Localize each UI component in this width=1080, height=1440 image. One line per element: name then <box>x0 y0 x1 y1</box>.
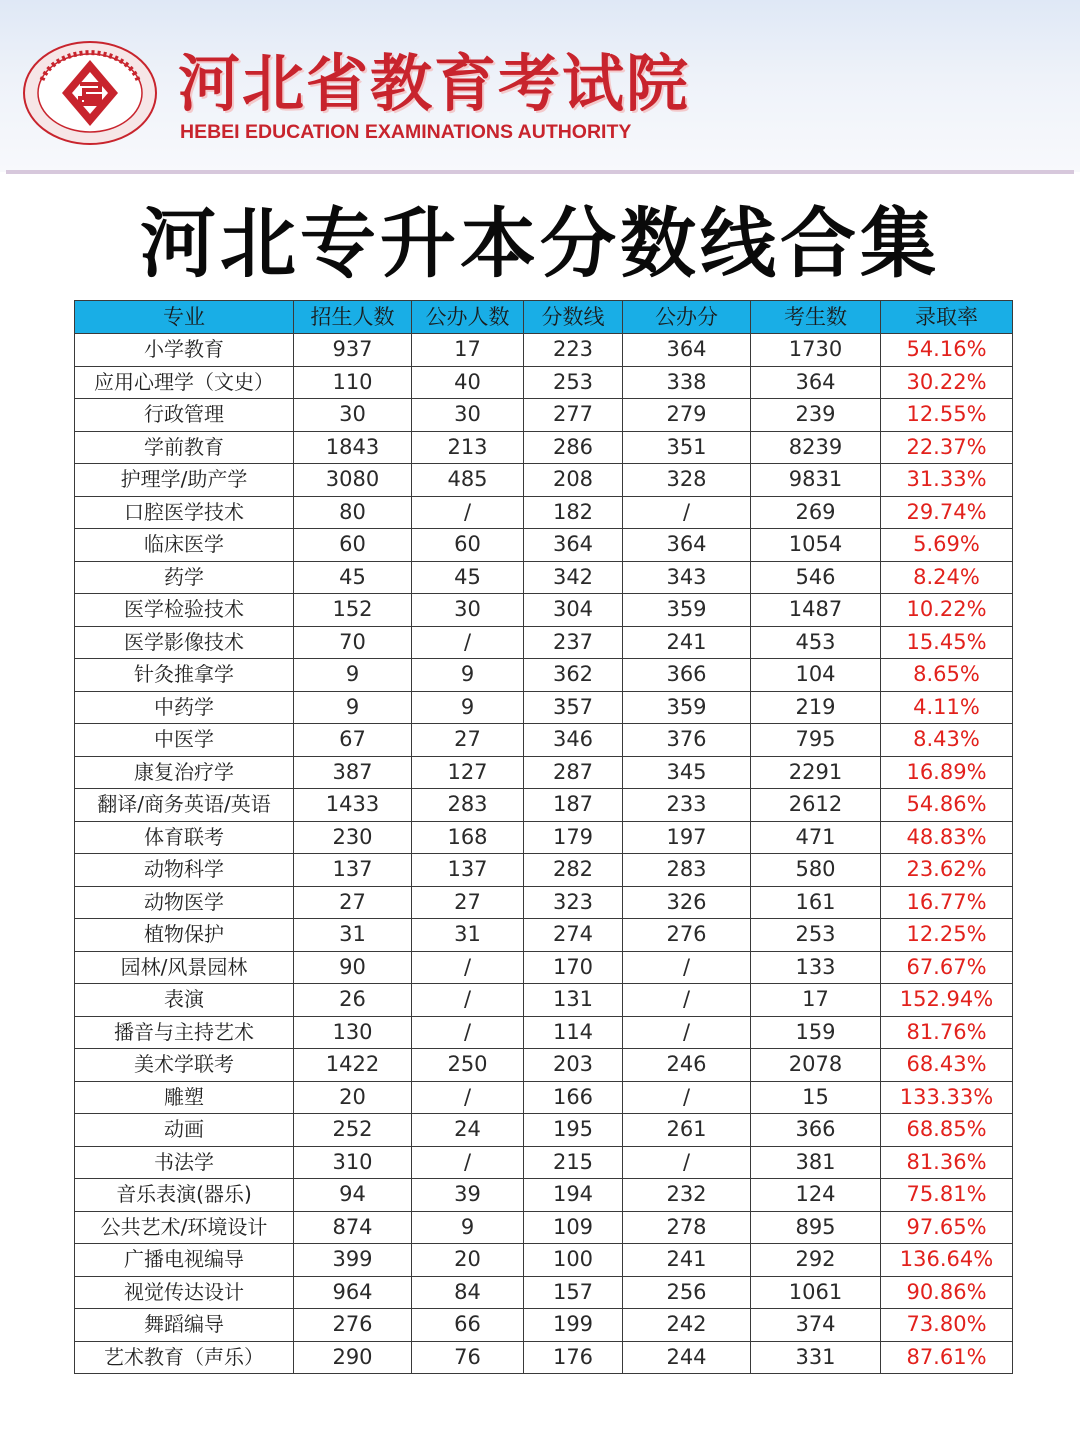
candidates-cell: 546 <box>751 561 881 594</box>
table-row <box>75 594 1013 627</box>
enrollment-cell: 937 <box>294 334 412 367</box>
public-cutoff-cell: 233 <box>623 789 751 822</box>
candidates-cell: 17 <box>751 984 881 1017</box>
cutoff-cell: 131 <box>524 984 623 1017</box>
enrollment-cell: 130 <box>294 1016 412 1049</box>
public-cutoff-cell: / <box>623 1016 751 1049</box>
table-row <box>75 1081 1013 1114</box>
cutoff-cell: 346 <box>524 724 623 757</box>
table-row <box>75 626 1013 659</box>
table-row <box>75 659 1013 692</box>
candidates-cell: 124 <box>751 1179 881 1212</box>
cutoff-cell: 253 <box>524 366 623 399</box>
public-enrollment-cell: 76 <box>412 1341 524 1374</box>
cutoff-cell: 282 <box>524 854 623 887</box>
cutoff-cell: 195 <box>524 1114 623 1147</box>
public-cutoff-cell: 359 <box>623 594 751 627</box>
public-cutoff-cell: 261 <box>623 1114 751 1147</box>
public-enrollment-cell: 45 <box>412 561 524 594</box>
candidates-cell: 795 <box>751 724 881 757</box>
org-name-en: HEBEI EDUCATION EXAMINATIONS AUTHORITY <box>180 121 632 143</box>
admission-rate-cell: 97.65% <box>881 1211 1013 1244</box>
table-row <box>75 399 1013 432</box>
table-body <box>75 334 1013 1374</box>
major-cell: 视觉传达设计 <box>75 1276 294 1309</box>
enrollment-cell: 45 <box>294 561 412 594</box>
table-row <box>75 886 1013 919</box>
admission-rate-cell: 8.65% <box>881 659 1013 692</box>
admission-rate-cell: 10.22% <box>881 594 1013 627</box>
table-row <box>75 529 1013 562</box>
public-cutoff-cell: 338 <box>623 366 751 399</box>
table-row <box>75 789 1013 822</box>
public-enrollment-cell: 250 <box>412 1049 524 1082</box>
cutoff-cell: 342 <box>524 561 623 594</box>
admission-rate-cell: 16.77% <box>881 886 1013 919</box>
enrollment-cell: 1843 <box>294 431 412 464</box>
public-cutoff-cell: 326 <box>623 886 751 919</box>
candidates-cell: 364 <box>751 366 881 399</box>
major-cell: 中医学 <box>75 724 294 757</box>
enrollment-cell: 399 <box>294 1244 412 1277</box>
major-cell: 园林/风景园林 <box>75 951 294 984</box>
candidates-cell: 8239 <box>751 431 881 464</box>
cutoff-cell: 157 <box>524 1276 623 1309</box>
candidates-cell: 161 <box>751 886 881 919</box>
candidates-cell: 133 <box>751 951 881 984</box>
table-row <box>75 1309 1013 1342</box>
admission-rate-cell: 54.16% <box>881 334 1013 367</box>
org-name-cn: 河北省教育考试院 <box>178 47 691 120</box>
public-enrollment-cell: / <box>412 951 524 984</box>
major-cell: 公共艺术/环境设计 <box>75 1211 294 1244</box>
public-enrollment-cell: 31 <box>412 919 524 952</box>
admission-rate-cell: 8.43% <box>881 724 1013 757</box>
admission-rate-cell: 54.86% <box>881 789 1013 822</box>
admission-rate-cell: 81.36% <box>881 1146 1013 1179</box>
hebei-exam-authority-logo-icon <box>22 40 158 146</box>
table-row <box>75 431 1013 464</box>
public-enrollment-cell: 60 <box>412 529 524 562</box>
cutoff-cell: 194 <box>524 1179 623 1212</box>
major-cell: 动画 <box>75 1114 294 1147</box>
enrollment-cell: 80 <box>294 496 412 529</box>
table-row <box>75 1179 1013 1212</box>
cutoff-cell: 208 <box>524 464 623 497</box>
enrollment-cell: 9 <box>294 691 412 724</box>
major-cell: 动物科学 <box>75 854 294 887</box>
public-cutoff-cell: 283 <box>623 854 751 887</box>
cutoff-cell: 357 <box>524 691 623 724</box>
column-header-public-cutoff: 公办分 <box>623 301 751 334</box>
major-cell: 舞蹈编导 <box>75 1309 294 1342</box>
cutoff-cell: 199 <box>524 1309 623 1342</box>
major-cell: 书法学 <box>75 1146 294 1179</box>
public-enrollment-cell: 137 <box>412 854 524 887</box>
enrollment-cell: 3080 <box>294 464 412 497</box>
public-enrollment-cell: 84 <box>412 1276 524 1309</box>
table-row <box>75 756 1013 789</box>
public-cutoff-cell: 242 <box>623 1309 751 1342</box>
table-row <box>75 1114 1013 1147</box>
major-cell: 雕塑 <box>75 1081 294 1114</box>
major-cell: 美术学联考 <box>75 1049 294 1082</box>
table-row <box>75 1341 1013 1374</box>
public-enrollment-cell: 9 <box>412 691 524 724</box>
major-cell: 动物医学 <box>75 886 294 919</box>
candidates-cell: 2291 <box>751 756 881 789</box>
candidates-cell: 1061 <box>751 1276 881 1309</box>
public-cutoff-cell: 345 <box>623 756 751 789</box>
cutoff-cell: 170 <box>524 951 623 984</box>
enrollment-cell: 1422 <box>294 1049 412 1082</box>
page-title: 河北专升本分数线合集 <box>140 199 940 288</box>
public-enrollment-cell: 485 <box>412 464 524 497</box>
cutoff-cell: 100 <box>524 1244 623 1277</box>
cutoff-cell: 166 <box>524 1081 623 1114</box>
column-header-major: 专业 <box>75 301 294 334</box>
major-cell: 播音与主持艺术 <box>75 1016 294 1049</box>
public-enrollment-cell: 27 <box>412 886 524 919</box>
candidates-cell: 1054 <box>751 529 881 562</box>
enrollment-cell: 964 <box>294 1276 412 1309</box>
public-enrollment-cell: 24 <box>412 1114 524 1147</box>
score-table <box>74 300 1013 1374</box>
candidates-cell: 895 <box>751 1211 881 1244</box>
public-enrollment-cell: 9 <box>412 1211 524 1244</box>
public-enrollment-cell: / <box>412 1081 524 1114</box>
table-row <box>75 919 1013 952</box>
enrollment-cell: 9 <box>294 659 412 692</box>
table-row <box>75 724 1013 757</box>
admission-rate-cell: 30.22% <box>881 366 1013 399</box>
cutoff-cell: 109 <box>524 1211 623 1244</box>
table-row <box>75 984 1013 1017</box>
cutoff-cell: 223 <box>524 334 623 367</box>
candidates-cell: 269 <box>751 496 881 529</box>
table-row <box>75 334 1013 367</box>
public-enrollment-cell: 127 <box>412 756 524 789</box>
admission-rate-cell: 23.62% <box>881 854 1013 887</box>
candidates-cell: 331 <box>751 1341 881 1374</box>
candidates-cell: 381 <box>751 1146 881 1179</box>
public-enrollment-cell: / <box>412 496 524 529</box>
candidates-cell: 1730 <box>751 334 881 367</box>
major-cell: 康复治疗学 <box>75 756 294 789</box>
candidates-cell: 15 <box>751 1081 881 1114</box>
candidates-cell: 219 <box>751 691 881 724</box>
admission-rate-cell: 48.83% <box>881 821 1013 854</box>
enrollment-cell: 387 <box>294 756 412 789</box>
cutoff-cell: 176 <box>524 1341 623 1374</box>
major-cell: 学前教育 <box>75 431 294 464</box>
admission-rate-cell: 31.33% <box>881 464 1013 497</box>
public-enrollment-cell: / <box>412 984 524 1017</box>
public-enrollment-cell: 39 <box>412 1179 524 1212</box>
public-cutoff-cell: / <box>623 1081 751 1114</box>
admission-rate-cell: 8.24% <box>881 561 1013 594</box>
major-cell: 音乐表演(器乐) <box>75 1179 294 1212</box>
cutoff-cell: 287 <box>524 756 623 789</box>
candidates-cell: 374 <box>751 1309 881 1342</box>
admission-rate-cell: 15.45% <box>881 626 1013 659</box>
major-cell: 医学影像技术 <box>75 626 294 659</box>
admission-rate-cell: 68.85% <box>881 1114 1013 1147</box>
candidates-cell: 1487 <box>751 594 881 627</box>
candidates-cell: 104 <box>751 659 881 692</box>
public-cutoff-cell: 241 <box>623 626 751 659</box>
column-header-cutoff: 分数线 <box>524 301 623 334</box>
public-cutoff-cell: 279 <box>623 399 751 432</box>
public-cutoff-cell: / <box>623 951 751 984</box>
column-header-candidates: 考生数 <box>751 301 881 334</box>
table-row <box>75 821 1013 854</box>
public-enrollment-cell: 27 <box>412 724 524 757</box>
enrollment-cell: 874 <box>294 1211 412 1244</box>
candidates-cell: 253 <box>751 919 881 952</box>
major-cell: 小学教育 <box>75 334 294 367</box>
public-enrollment-cell: 283 <box>412 789 524 822</box>
table-row <box>75 366 1013 399</box>
enrollment-cell: 230 <box>294 821 412 854</box>
admission-rate-cell: 81.76% <box>881 1016 1013 1049</box>
cutoff-cell: 182 <box>524 496 623 529</box>
enrollment-cell: 1433 <box>294 789 412 822</box>
public-cutoff-cell: 278 <box>623 1211 751 1244</box>
enrollment-cell: 110 <box>294 366 412 399</box>
admission-rate-cell: 29.74% <box>881 496 1013 529</box>
major-cell: 广播电视编导 <box>75 1244 294 1277</box>
cutoff-cell: 274 <box>524 919 623 952</box>
enrollment-cell: 290 <box>294 1341 412 1374</box>
table-row <box>75 1211 1013 1244</box>
candidates-cell: 9831 <box>751 464 881 497</box>
enrollment-cell: 30 <box>294 399 412 432</box>
major-cell: 临床医学 <box>75 529 294 562</box>
enrollment-cell: 152 <box>294 594 412 627</box>
public-cutoff-cell: 244 <box>623 1341 751 1374</box>
public-enrollment-cell: 40 <box>412 366 524 399</box>
candidates-cell: 2078 <box>751 1049 881 1082</box>
column-header-enrollment: 招生人数 <box>294 301 412 334</box>
public-cutoff-cell: 343 <box>623 561 751 594</box>
table-row <box>75 1049 1013 1082</box>
table-row <box>75 561 1013 594</box>
admission-rate-cell: 12.55% <box>881 399 1013 432</box>
admission-rate-cell: 12.25% <box>881 919 1013 952</box>
public-cutoff-cell: 232 <box>623 1179 751 1212</box>
public-enrollment-cell: 168 <box>412 821 524 854</box>
admission-rate-cell: 136.64% <box>881 1244 1013 1277</box>
admission-rate-cell: 73.80% <box>881 1309 1013 1342</box>
enrollment-cell: 20 <box>294 1081 412 1114</box>
cutoff-cell: 215 <box>524 1146 623 1179</box>
candidates-cell: 239 <box>751 399 881 432</box>
major-cell: 体育联考 <box>75 821 294 854</box>
table-header-row <box>75 301 1013 334</box>
public-cutoff-cell: 359 <box>623 691 751 724</box>
admission-rate-cell: 133.33% <box>881 1081 1013 1114</box>
admission-rate-cell: 5.69% <box>881 529 1013 562</box>
cutoff-cell: 323 <box>524 886 623 919</box>
major-cell: 口腔医学技术 <box>75 496 294 529</box>
table-row <box>75 464 1013 497</box>
public-enrollment-cell: / <box>412 1146 524 1179</box>
public-cutoff-cell: / <box>623 984 751 1017</box>
enrollment-cell: 70 <box>294 626 412 659</box>
admission-rate-cell: 152.94% <box>881 984 1013 1017</box>
major-cell: 翻译/商务英语/英语 <box>75 789 294 822</box>
enrollment-cell: 67 <box>294 724 412 757</box>
enrollment-cell: 60 <box>294 529 412 562</box>
enrollment-cell: 137 <box>294 854 412 887</box>
major-cell: 药学 <box>75 561 294 594</box>
candidates-cell: 580 <box>751 854 881 887</box>
enrollment-cell: 31 <box>294 919 412 952</box>
candidates-cell: 453 <box>751 626 881 659</box>
major-cell: 植物保护 <box>75 919 294 952</box>
header-banner <box>0 0 1080 172</box>
candidates-cell: 471 <box>751 821 881 854</box>
major-cell: 针灸推拿学 <box>75 659 294 692</box>
cutoff-cell: 203 <box>524 1049 623 1082</box>
enrollment-cell: 94 <box>294 1179 412 1212</box>
enrollment-cell: 27 <box>294 886 412 919</box>
major-cell: 应用心理学（文史） <box>75 366 294 399</box>
public-cutoff-cell: 241 <box>623 1244 751 1277</box>
admission-rate-cell: 75.81% <box>881 1179 1013 1212</box>
admission-rate-cell: 68.43% <box>881 1049 1013 1082</box>
cutoff-cell: 179 <box>524 821 623 854</box>
admission-rate-cell: 90.86% <box>881 1276 1013 1309</box>
candidates-cell: 292 <box>751 1244 881 1277</box>
candidates-cell: 159 <box>751 1016 881 1049</box>
admission-rate-cell: 87.61% <box>881 1341 1013 1374</box>
enrollment-cell: 276 <box>294 1309 412 1342</box>
major-cell: 医学检验技术 <box>75 594 294 627</box>
cutoff-cell: 362 <box>524 659 623 692</box>
cutoff-cell: 237 <box>524 626 623 659</box>
admission-rate-cell: 67.67% <box>881 951 1013 984</box>
table-row <box>75 1276 1013 1309</box>
enrollment-cell: 252 <box>294 1114 412 1147</box>
column-header-admission-rate: 录取率 <box>881 301 1013 334</box>
public-cutoff-cell: 364 <box>623 529 751 562</box>
cutoff-cell: 304 <box>524 594 623 627</box>
major-cell: 行政管理 <box>75 399 294 432</box>
public-cutoff-cell: / <box>623 496 751 529</box>
major-cell: 艺术教育（声乐） <box>75 1341 294 1374</box>
table-row <box>75 854 1013 887</box>
public-cutoff-cell: 246 <box>623 1049 751 1082</box>
public-enrollment-cell: 20 <box>412 1244 524 1277</box>
public-cutoff-cell: 197 <box>623 821 751 854</box>
public-enrollment-cell: 9 <box>412 659 524 692</box>
public-enrollment-cell: 30 <box>412 399 524 432</box>
major-cell: 中药学 <box>75 691 294 724</box>
admission-rate-cell: 4.11% <box>881 691 1013 724</box>
enrollment-cell: 90 <box>294 951 412 984</box>
enrollment-cell: 310 <box>294 1146 412 1179</box>
public-cutoff-cell: 328 <box>623 464 751 497</box>
public-enrollment-cell: 213 <box>412 431 524 464</box>
table-row <box>75 496 1013 529</box>
public-cutoff-cell: 364 <box>623 334 751 367</box>
enrollment-cell: 26 <box>294 984 412 1017</box>
public-cutoff-cell: 256 <box>623 1276 751 1309</box>
public-cutoff-cell: / <box>623 1146 751 1179</box>
cutoff-cell: 187 <box>524 789 623 822</box>
public-cutoff-cell: 351 <box>623 431 751 464</box>
column-header-public-enrollment: 公办人数 <box>412 301 524 334</box>
cutoff-cell: 114 <box>524 1016 623 1049</box>
cutoff-cell: 286 <box>524 431 623 464</box>
admission-rate-cell: 22.37% <box>881 431 1013 464</box>
table-row <box>75 691 1013 724</box>
table-row <box>75 951 1013 984</box>
candidates-cell: 366 <box>751 1114 881 1147</box>
public-cutoff-cell: 276 <box>623 919 751 952</box>
public-enrollment-cell: 30 <box>412 594 524 627</box>
admission-rate-cell: 16.89% <box>881 756 1013 789</box>
public-enrollment-cell: 17 <box>412 334 524 367</box>
candidates-cell: 2612 <box>751 789 881 822</box>
cutoff-cell: 277 <box>524 399 623 432</box>
major-cell: 护理学/助产学 <box>75 464 294 497</box>
cutoff-cell: 364 <box>524 529 623 562</box>
public-enrollment-cell: / <box>412 626 524 659</box>
table-row <box>75 1146 1013 1179</box>
public-cutoff-cell: 376 <box>623 724 751 757</box>
table-row <box>75 1244 1013 1277</box>
major-cell: 表演 <box>75 984 294 1017</box>
table-row <box>75 1016 1013 1049</box>
public-enrollment-cell: 66 <box>412 1309 524 1342</box>
public-enrollment-cell: / <box>412 1016 524 1049</box>
public-cutoff-cell: 366 <box>623 659 751 692</box>
